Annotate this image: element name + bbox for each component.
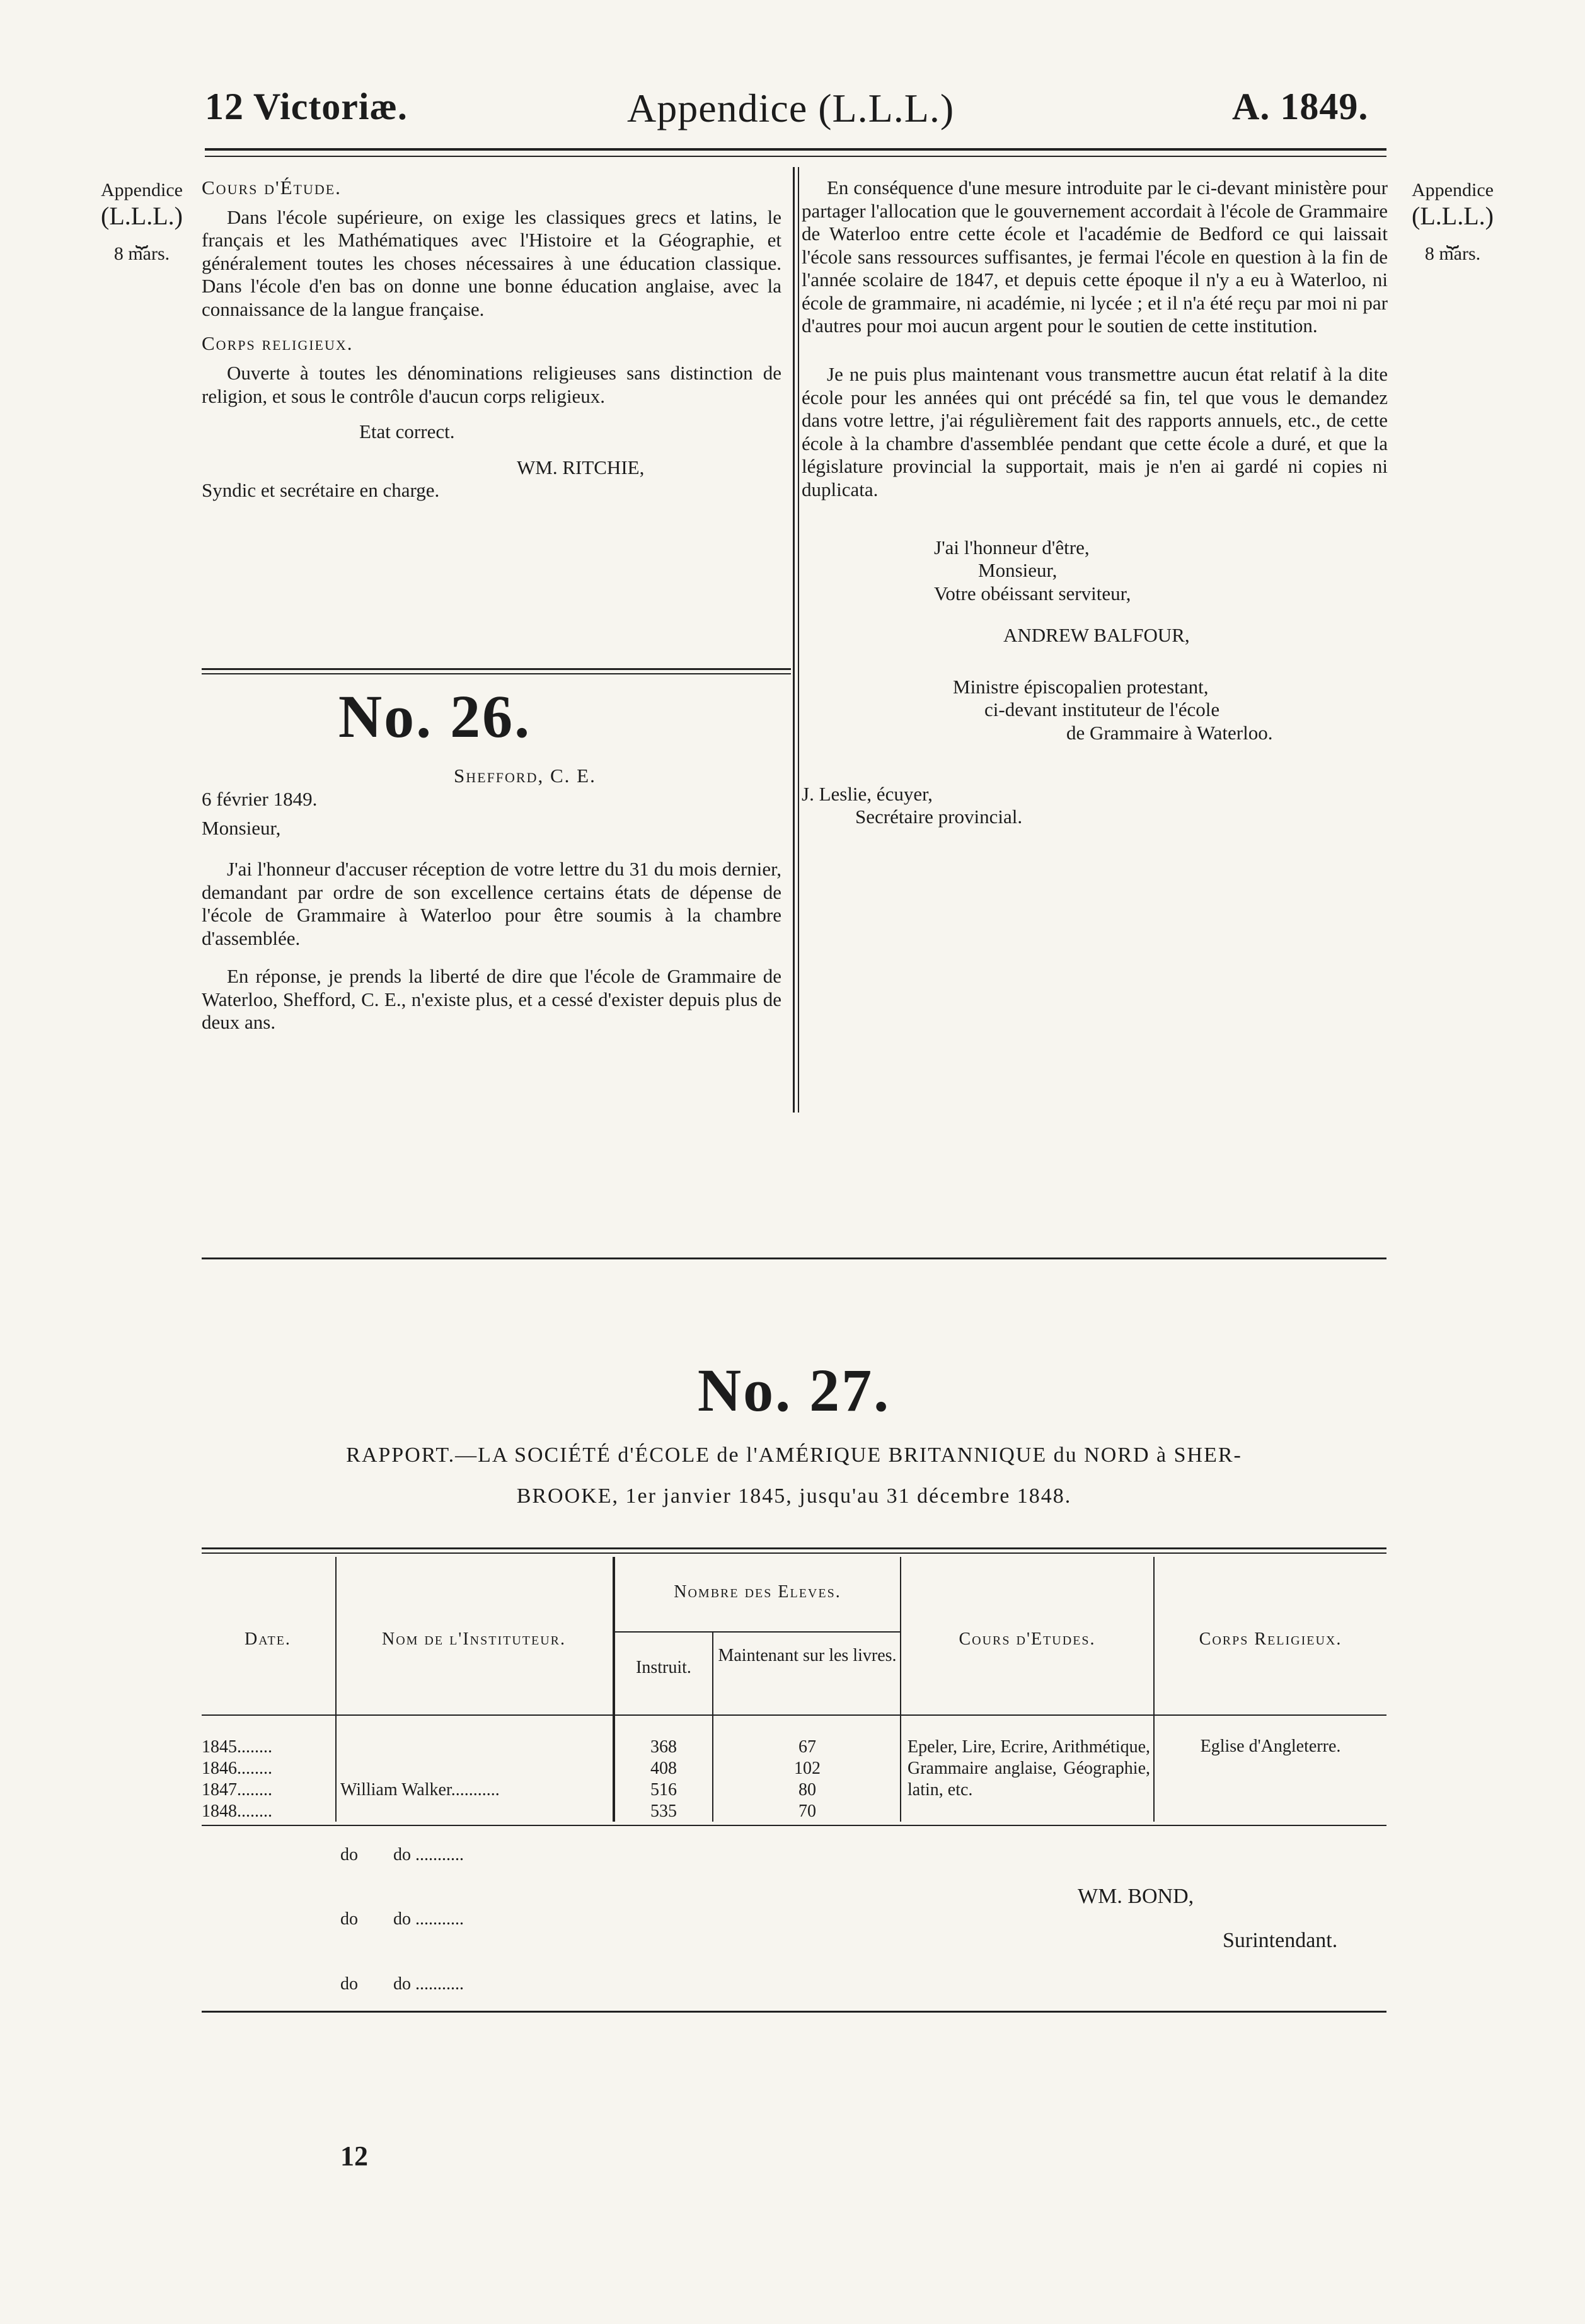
col-instruit [615, 1737, 712, 1823]
letter-paragraph-1: J'ai l'honneur d'accuser réception de votre lettre du 31 du mois dernier, demandant par ordre de son excellence certains états de dépense de l'école de Grammaire à Waterloo pour être soumis à la chambre d'assemblée. [202, 858, 781, 949]
addressee-title: Secrétaire provincial. [855, 806, 1023, 828]
th-maintenant: Maintenant sur les livres. [718, 1646, 897, 1665]
signer-title-3: de Grammaire à Waterloo. [1066, 721, 1273, 744]
table-row-year: 1846........ [202, 1759, 272, 1779]
header-center: Appendice (L.L.L.) [627, 86, 955, 130]
table-row-livres: 102 [794, 1759, 821, 1779]
margin-code: (L.L.L.) [1412, 201, 1494, 230]
col-years [202, 1737, 334, 1823]
salutation: Monsieur, [202, 817, 281, 840]
report-title-line-2: BROOKE, 1er janvier 1845, jusqu'au 31 décembre 1848. [516, 1484, 1072, 1508]
no27-heading: No. 27. [697, 1356, 891, 1424]
table-row-teacher: do do ........... [340, 1844, 464, 1864]
no26-heading: No. 26. [338, 683, 532, 750]
table-row-livres: 67 [798, 1737, 816, 1757]
table-row-livres: 80 [798, 1780, 816, 1800]
th-date: Date. [245, 1629, 291, 1649]
section-rule [202, 668, 791, 670]
brace-glyph: ⏟ [1446, 224, 1460, 248]
signer-name: WM. RITCHIE, [517, 456, 645, 478]
header-rule-bottom [205, 156, 1386, 157]
th-instruit: Instruit. [636, 1658, 691, 1677]
table-row-teacher: do do ........... [340, 1909, 464, 1929]
table-row-livres: 70 [798, 1801, 816, 1822]
right-column [802, 176, 1388, 835]
letter-date: 6 février 1849. [202, 787, 318, 810]
closing-line-3: Votre obéissant serviteur, [934, 582, 1131, 604]
table-row-instruit: 535 [650, 1801, 677, 1822]
section-rule [202, 1257, 1386, 1259]
right-paragraph-2: Je ne puis plus maintenant vous transmettre aucun état relatif à la dite école pour les années qui ont précédé sa fin, tel que vous le demandez dans votre lettre, j'ai régulièrement fait des rapports annuels, etc., de cette école à la chambre d'assemblée pendant que cette école a duré, et que la législature provincial la supportait, mais je n'en ai gardé ni copies ni duplicata. [802, 363, 1388, 500]
margin-date: 8 mars. [1424, 243, 1481, 264]
th-cours: Cours d'Etudes. [959, 1629, 1096, 1649]
cours-cell: Epeler, Lire, Ecrire, Arithmétique, Grammaire anglaise, Géographie, latin, etc. [908, 1737, 1150, 1800]
margin-note-left [76, 180, 208, 265]
cours-paragraph: Dans l'école supérieure, on exige les classiques grecs et latins, le français et les Mathématiques avec l'Histoire et la Géographie, et généralement toutes les choses nécessaires à une éducation classique. Dans l'école d'en bas on donne une bonne éducation anglaise, avec la connaissance de la langue française. [202, 205, 781, 320]
letter-paragraph-2: En réponse, je prends la liberté de dire que l'école de Grammaire de Waterloo, Shefford, C. E., n'existe plus, et a cessé d'exister depuis plus de deux ans. [202, 965, 781, 1034]
table-row-instruit: 408 [650, 1759, 677, 1779]
table-col-sep [1153, 1557, 1155, 1822]
header-rule-top [205, 148, 1386, 151]
margin-date: 8 mars. [113, 243, 170, 264]
etat-correct: Etat correct. [359, 420, 455, 443]
page-bottom-rule [202, 2011, 1386, 2013]
corps-cell: Eglise d'Angleterre. [1200, 1737, 1341, 1756]
right-paragraph-1: En conséquence d'une mesure introduite par le ci-devant ministère pour partager l'allocation que le gouvernement accordait à l'école de Grammaire de Waterloo entre cette école et l'académie de Bedford ce qui laissait l'école sans ressources suffisantes, je fermai l'école en question à la fin de l'année scolaire de 1847, et depuis cette époque il n'y a eu à Waterloo, ni école de grammaire, ni académie, ni lycée ; et il n'a été reçu par moi ni par d'autres pour moi aucun argent pour le soutien de cette institution. [802, 176, 1388, 337]
th-corps: Corps Religieux. [1199, 1629, 1342, 1649]
closing-line-1: J'ai l'honneur d'être, [934, 536, 1090, 558]
table-subheader-rule [615, 1631, 900, 1633]
header-right: A. 1849. [1232, 86, 1369, 127]
brace-glyph: ⏟ [135, 224, 149, 248]
left-column [202, 176, 781, 509]
table-rule-top [202, 1552, 1386, 1554]
table-rule-bottom [202, 1825, 1386, 1826]
letter-place: Shefford, C. E. [454, 765, 596, 787]
report-title-line-1: RAPPORT.—LA SOCIÉTÉ d'ÉCOLE de l'AMÉRIQUE BRITANNIQUE du NORD à SHER- [346, 1443, 1242, 1467]
margin-label: Appendice [1412, 180, 1494, 200]
corps-paragraph: Ouverte à toutes les dénominations religieuses sans distinction de religion, et sous le contrôle d'aucun corps religieux. [202, 362, 781, 407]
col-livres [715, 1737, 900, 1823]
letter-26 [202, 681, 781, 1041]
table-header-rule [202, 1714, 1386, 1716]
column-divider [793, 167, 795, 1113]
column-divider [798, 167, 799, 1113]
table-col-sep [900, 1557, 901, 1822]
th-nombre: Nombre des Eleves. [674, 1582, 841, 1602]
table-row-teacher: do do ........... [340, 1974, 464, 1994]
table-col-sep [335, 1557, 337, 1822]
table-row-instruit: 516 [650, 1780, 677, 1800]
th-instituteur: Nom de l'Instituteur. [381, 1629, 566, 1649]
signer-title-1: Ministre épiscopalien protestant, [953, 675, 1209, 698]
closing-line-2: Monsieur, [978, 559, 1058, 582]
table-row-year: 1847........ [202, 1780, 272, 1800]
table-row-year: 1845........ [202, 1737, 272, 1757]
signer-title-2: ci-devant instituteur de l'école [984, 698, 1220, 721]
margin-label: Appendice [101, 180, 183, 200]
report-signer-title: Surintendant. [1223, 1929, 1338, 1952]
margin-code: (L.L.L.) [101, 201, 183, 230]
margin-note-right [1386, 180, 1519, 265]
header-left: 12 Victoriæ. [205, 86, 408, 127]
signer-name: ANDREW BALFOUR, [1003, 624, 1190, 647]
signer-title: Syndic et secrétaire en charge. [202, 479, 440, 502]
table-col-sep [712, 1633, 713, 1822]
section-heading-cours: Cours d'Étude. [202, 176, 342, 199]
table-row-instruit: 368 [650, 1737, 677, 1757]
col-teachers [340, 1737, 611, 2016]
table-row-teacher: William Walker........... [340, 1780, 500, 1800]
table-rule-top [202, 1547, 1386, 1549]
addressee-name: J. Leslie, écuyer, [802, 782, 933, 805]
table-row-year: 1848........ [202, 1801, 272, 1822]
section-rule [202, 673, 791, 674]
page-number: 12 [340, 2141, 368, 2171]
section-heading-corps: Corps religieux. [202, 332, 354, 355]
report-signer-name: WM. BOND, [1078, 1885, 1194, 1908]
